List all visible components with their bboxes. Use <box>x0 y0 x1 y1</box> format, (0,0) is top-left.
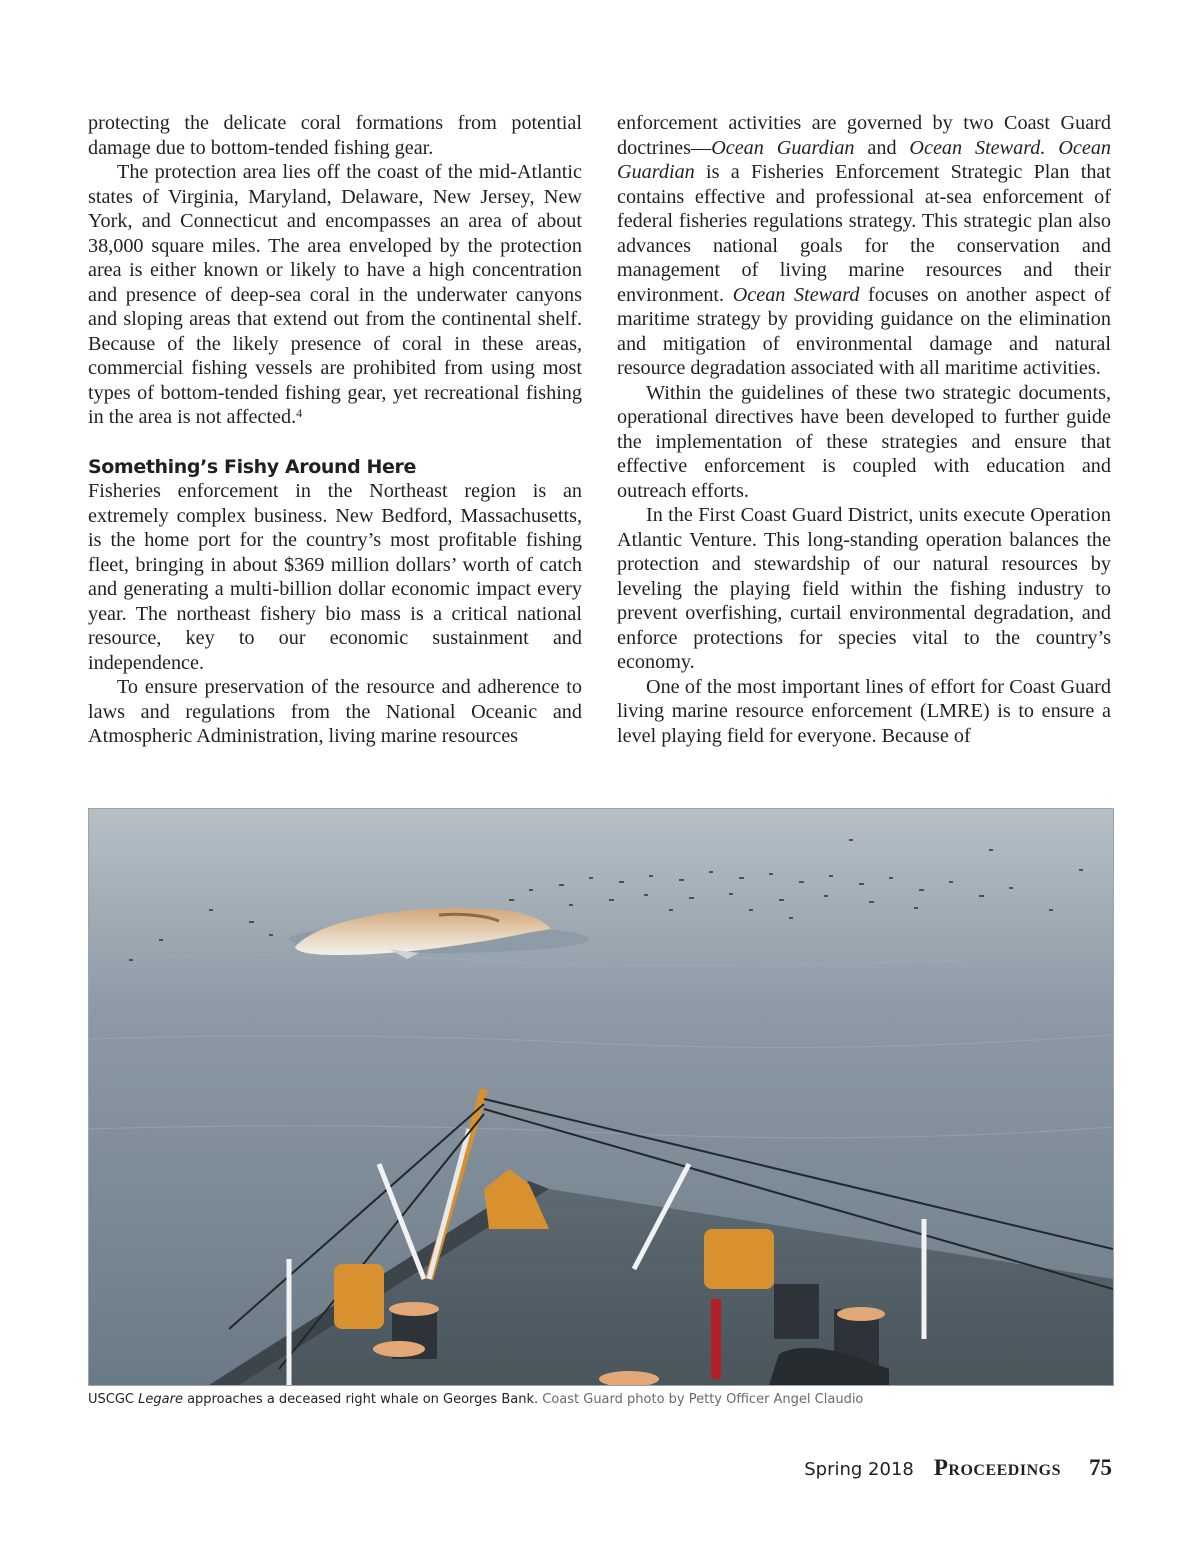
doctrine-title: Ocean Steward. Ocean Guardian <box>617 136 1112 183</box>
photo-caption <box>88 1390 863 1410</box>
body-paragraph: protecting the delicate coral formations from potential damage due to bottom-tended fishing gear. <box>88 112 582 159</box>
page-footer <box>804 1455 1112 1489</box>
page-number: 75 <box>1089 1455 1112 1480</box>
magazine-name: Proceedings <box>933 1455 1061 1480</box>
caption-vessel-name: Legare <box>138 1392 183 1407</box>
photo-credit: Coast Guard photo by Petty Officer Angel Claudio <box>538 1392 864 1407</box>
caption-text: USCGC <box>88 1392 139 1407</box>
body-paragraph: To ensure preservation of the resource and adherence to laws and regulations from the National Oceanic and Atmospheric Administration, living marine resources <box>88 676 582 747</box>
body-paragraph: In the First Coast Guard District, units execute Operation Atlantic Venture. This long-standing operation balances the protection and stewardship of our natural resources by leveling the playing field within the fishing industry to prevent overfishing, curtail environmental degradation, and enforce protections for species vital to the country’s economy. <box>617 504 1111 673</box>
paragraph-text: and <box>854 136 910 159</box>
paragraph-text: enforcement activities are governed by two Coast Guard doctrines— <box>617 112 1111 159</box>
body-paragraph <box>88 160 582 430</box>
doctrine-title: Ocean Guardian <box>711 136 855 159</box>
caption-text: approaches a deceased right whale on Georges Bank. <box>182 1392 539 1407</box>
left-column <box>88 111 582 749</box>
body-paragraph: Fisheries enforcement in the Northeast region is an extremely complex business. New Bedford, Massachusetts, is the home port for the country’s most profitable fishing fleet, bringing in about $369 million dollars’ worth of catch and generating a multi-billion dollar economic impact every year. The northeast fishery bio mass is a critical national resource, key to our economic sustainment and independence. <box>88 480 582 674</box>
footnote-marker: 4 <box>296 406 303 420</box>
right-column <box>617 111 1111 748</box>
body-paragraph: One of the most important lines of effort for Coast Guard living marine resource enforcement (LMRE) is to ensure a level playing field for everyone. Because of <box>617 675 1111 747</box>
photo-cutter-approaching-whale <box>88 808 1114 1386</box>
body-paragraph: Within the guidelines of these two strategic documents, operational directives have been developed to further guide the implementation of these strategies and ensure that effective enforcement is coupled with education and outreach efforts. <box>617 381 1111 502</box>
body-paragraph <box>617 111 1111 381</box>
section-heading: Something’s Fishy Around Here <box>88 455 416 478</box>
doctrine-title: Ocean Steward <box>732 283 860 306</box>
paragraph-text: is a Fisheries Enforcement Strategic Plan that contains effective and professional at-sea enforcement of federal fisheries regulations strategy. This strategic plan also advances national goals for the conservation and management of living marine resources and their environment. <box>617 161 1111 306</box>
paragraph-text: The protection area lies off the coast of the mid-Atlantic states of Virginia, Maryland, Delaware, New Jersey, New York, and Connecticut and encompasses an area of about 38,000 square miles. The area enveloped by the protection area is either known or likely to have a high concentration and presence of deep-sea coral in the underwater canyons and sloping areas that extend out from the continental shelf. Because of the likely presence of coral in these areas, commercial fishing vessels are prohibited from using most types of bottom-tended fishing gear, yet recreational fishing in the area is not affected. <box>88 161 582 428</box>
paragraph-text: focuses on another aspect of maritime strategy by providing guidance on the elimination and mitigation of environmental damage and natural resource degradation associated with all maritime activities. <box>617 283 1111 379</box>
issue-date: Spring 2018 <box>804 1459 914 1480</box>
